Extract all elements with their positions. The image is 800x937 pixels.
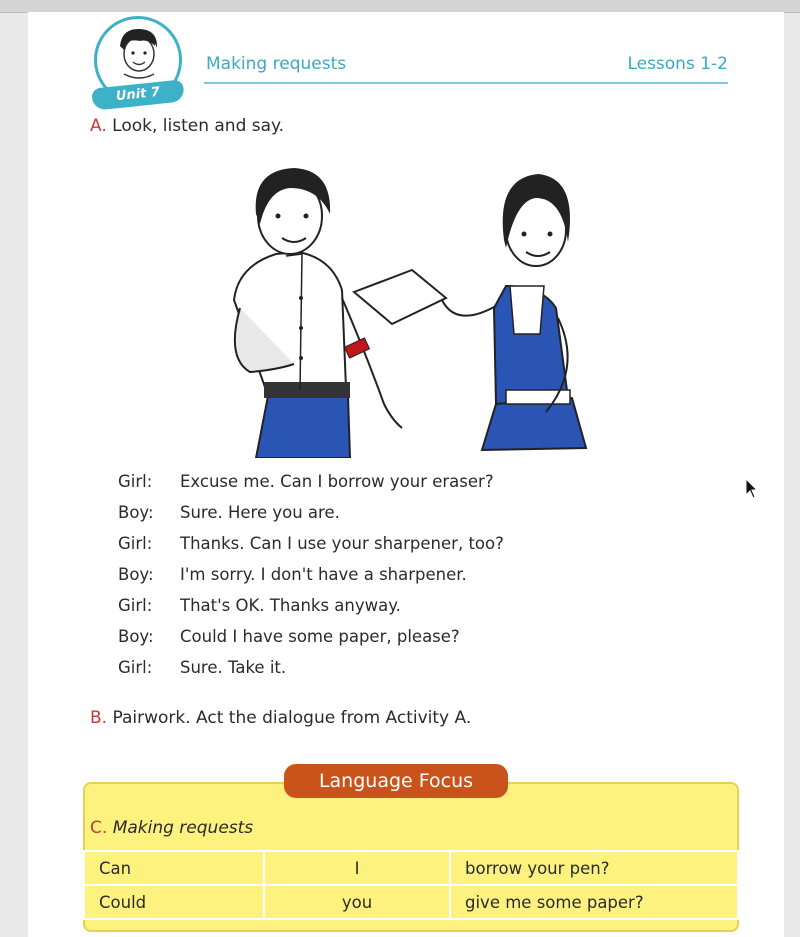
- speaker-label: Boy:: [118, 565, 154, 584]
- dialogue-line: [118, 497, 678, 528]
- activity-a-text: Look, listen and say.: [112, 116, 285, 136]
- unit-label: Unit 7: [91, 79, 185, 110]
- textbook-page: [28, 12, 784, 937]
- dialogue-line: [118, 652, 678, 683]
- language-focus-title: Language Focus: [284, 764, 508, 798]
- speaker-label: Boy:: [118, 503, 154, 522]
- table-cell: Can: [84, 851, 264, 885]
- language-focus-table: [83, 850, 739, 920]
- dialogue-line: [118, 590, 678, 621]
- lesson-label: Lessons 1-2: [627, 54, 728, 74]
- header-divider: [204, 82, 728, 84]
- unit-badge: [90, 16, 190, 112]
- activity-c-heading: [90, 818, 253, 838]
- dialogue: [118, 466, 678, 683]
- activity-c-letter: C.: [90, 818, 108, 838]
- table-row: [84, 885, 738, 919]
- activity-b-text: Pairwork. Act the dialogue from Activity A.: [112, 708, 472, 728]
- boy-girl-sharing-paper-illustration: [206, 158, 616, 458]
- speaker-label: Girl:: [118, 596, 153, 615]
- dialogue-line: [118, 621, 678, 652]
- table-cell: you: [264, 885, 450, 919]
- activity-b-letter: B.: [90, 708, 108, 728]
- table-cell: borrow your pen?: [450, 851, 738, 885]
- speech-text: Sure. Take it.: [180, 658, 287, 677]
- table-cell: Could: [84, 885, 264, 919]
- activity-a-letter: A.: [90, 116, 107, 136]
- table-cell: give me some paper?: [450, 885, 738, 919]
- dialogue-line: [118, 466, 678, 497]
- speech-text: Excuse me. Can I borrow your eraser?: [180, 472, 494, 491]
- mouse-pointer-icon: [745, 478, 759, 500]
- speaker-label: Boy:: [118, 627, 154, 646]
- activity-c-text: Making requests: [112, 818, 254, 838]
- dialogue-line: [118, 559, 678, 590]
- speaker-label: Girl:: [118, 472, 153, 491]
- speech-text: I'm sorry. I don't have a sharpener.: [180, 565, 467, 584]
- speech-text: Sure. Here you are.: [180, 503, 340, 522]
- speech-text: That's OK. Thanks anyway.: [180, 596, 401, 615]
- table-cell: I: [264, 851, 450, 885]
- activity-a-heading: [90, 116, 284, 136]
- activity-b-heading: [90, 708, 471, 728]
- table-row: [84, 851, 738, 885]
- speech-text: Thanks. Can I use your sharpener, too?: [180, 534, 504, 553]
- speech-text: Could I have some paper, please?: [180, 627, 460, 646]
- boy-face-icon: [110, 24, 166, 82]
- speaker-label: Girl:: [118, 658, 153, 677]
- page-title: Making requests: [206, 54, 347, 74]
- dialogue-line: [118, 528, 678, 559]
- speaker-label: Girl:: [118, 534, 153, 553]
